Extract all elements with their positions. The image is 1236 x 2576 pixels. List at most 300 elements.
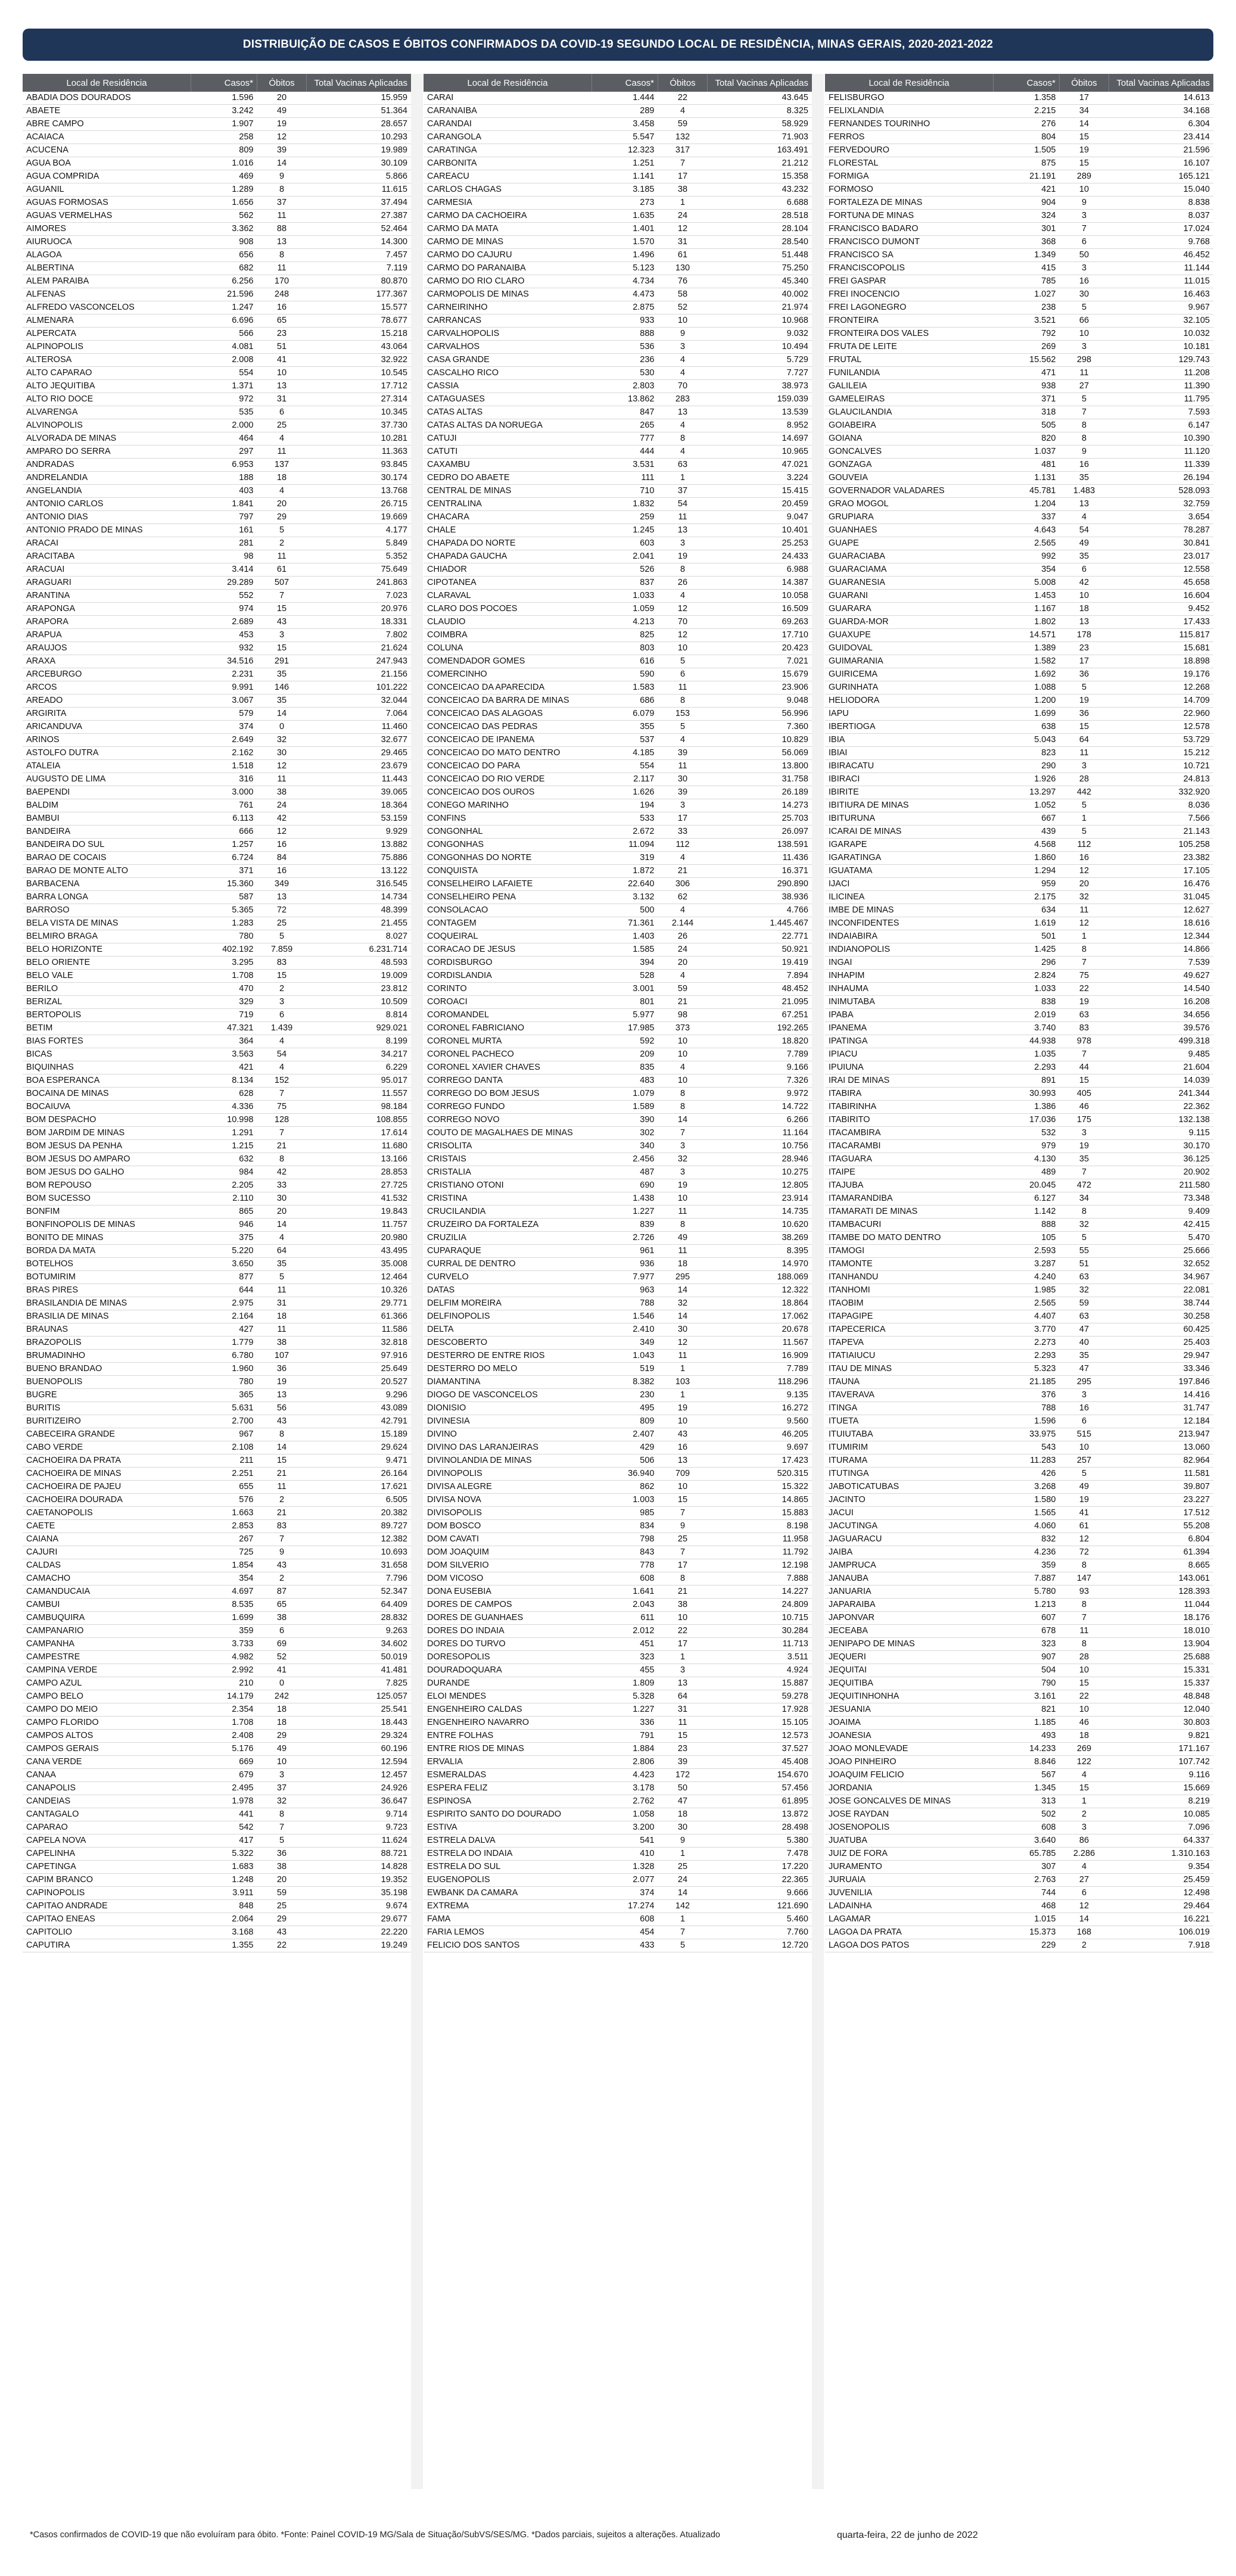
cell-casos: 2.041 (592, 550, 658, 563)
cell-obitos: 4 (1060, 511, 1109, 524)
cell-local: BANDEIRA (23, 826, 191, 839)
cell-casos: 1.167 (994, 603, 1060, 616)
cell-local: CRISTINA (424, 1192, 592, 1206)
cell-casos: 336 (592, 1717, 658, 1730)
cell-obitos: 146 (257, 681, 307, 694)
cell-local: ACUCENA (23, 144, 191, 157)
cell-vacinas: 52.464 (307, 223, 412, 236)
cell-casos: 267 (191, 1533, 257, 1546)
cell-local: BOM JESUS DO GALHO (23, 1166, 191, 1179)
cell-vacinas: 19.009 (307, 970, 412, 983)
cell-vacinas: 9.116 (1109, 1769, 1214, 1782)
cell-vacinas: 42.415 (1109, 1219, 1214, 1232)
cell-casos: 1.596 (191, 92, 257, 105)
header-obitos: Óbitos (658, 74, 708, 92)
table-row (23, 668, 411, 681)
cell-local: EXTREMA (424, 1900, 592, 1913)
cell-casos: 1.355 (191, 1939, 257, 1952)
table-row (23, 1756, 411, 1769)
cell-local: ITUMIRIM (825, 1441, 994, 1454)
cell-casos: 355 (592, 721, 658, 734)
cell-local: BAEPENDI (23, 786, 191, 799)
table-row (825, 1468, 1213, 1481)
cell-local: CONCEICAO DO MATO DENTRO (424, 747, 592, 760)
cell-local: CACHOEIRA DE MINAS (23, 1468, 191, 1481)
cell-casos: 14.179 (191, 1690, 257, 1703)
cell-vacinas: 17.423 (708, 1454, 812, 1468)
table-row (424, 812, 812, 826)
cell-vacinas: 41.532 (307, 1192, 412, 1206)
cell-obitos: 3 (257, 1769, 307, 1782)
table-row (23, 1743, 411, 1756)
cell-vacinas: 38.744 (1109, 1297, 1214, 1310)
cell-local: ESTIVA (424, 1821, 592, 1834)
cell-local: AGUAS FORMOSAS (23, 197, 191, 210)
table-row (424, 1035, 812, 1048)
table-row (825, 1848, 1213, 1861)
cell-casos: 1.496 (592, 249, 658, 262)
cell-local: ARACAI (23, 537, 191, 550)
cell-obitos: 41 (257, 1664, 307, 1677)
cell-vacinas: 42.791 (307, 1415, 412, 1428)
cell-casos: 847 (592, 406, 658, 419)
cell-local: COLUNA (424, 642, 592, 655)
cell-local: BELO VALE (23, 970, 191, 983)
table-row (424, 1258, 812, 1271)
table-row (825, 1454, 1213, 1468)
cell-vacinas: 16.463 (1109, 288, 1214, 301)
cell-obitos: 32 (1060, 1219, 1109, 1232)
cell-obitos: 28 (1060, 773, 1109, 786)
cell-obitos: 32 (1060, 891, 1109, 904)
cell-casos: 576 (191, 1494, 257, 1507)
cell-vacinas: 7.789 (708, 1048, 812, 1061)
cell-local: CHACARA (424, 511, 592, 524)
cell-casos: 3.287 (994, 1258, 1060, 1271)
cell-vacinas: 35.008 (307, 1258, 412, 1271)
cell-vacinas: 69.263 (708, 616, 812, 629)
cell-obitos: 13 (658, 406, 708, 419)
cell-local: BOA ESPERANCA (23, 1074, 191, 1088)
cell-casos: 500 (592, 904, 658, 917)
cell-casos: 2.012 (592, 1625, 658, 1638)
cell-casos: 979 (994, 1140, 1060, 1153)
cell-vacinas: 30.109 (307, 157, 412, 170)
table-row (23, 1638, 411, 1651)
cell-local: ALBERTINA (23, 262, 191, 275)
cell-obitos: 7 (658, 1127, 708, 1140)
cell-vacinas: 10.715 (708, 1612, 812, 1625)
cell-obitos: 283 (658, 393, 708, 406)
cell-obitos: 5 (1060, 393, 1109, 406)
cell-vacinas: 17.614 (307, 1127, 412, 1140)
cell-vacinas: 7.802 (307, 629, 412, 642)
cell-obitos: 178 (1060, 629, 1109, 642)
table-row (23, 943, 411, 957)
table-row (825, 1703, 1213, 1717)
table-row (23, 498, 411, 511)
cell-casos: 608 (592, 1913, 658, 1926)
cell-obitos: 175 (1060, 1114, 1109, 1127)
cell-vacinas: 26.164 (307, 1468, 412, 1481)
cell-local: DIVINESIA (424, 1415, 592, 1428)
cell-obitos: 13 (257, 236, 307, 249)
cell-casos: 1.926 (994, 773, 1060, 786)
table-row (825, 1834, 1213, 1848)
cell-vacinas: 9.485 (1109, 1048, 1214, 1061)
cell-local: ATALEIA (23, 760, 191, 773)
cell-local: CONQUISTA (424, 865, 592, 878)
cell-local: BOM JESUS DA PENHA (23, 1140, 191, 1153)
cell-casos: 2.565 (994, 537, 1060, 550)
cell-vacinas: 15.105 (708, 1717, 812, 1730)
cell-obitos: 14 (658, 1310, 708, 1323)
table-row (825, 1481, 1213, 1494)
table-row (424, 1140, 812, 1153)
cell-obitos: 72 (257, 904, 307, 917)
cell-obitos: 70 (658, 616, 708, 629)
cell-local: FERNANDES TOURINHO (825, 118, 994, 131)
cell-local: BONITO DE MINAS (23, 1232, 191, 1245)
cell-local: CRISTAIS (424, 1153, 592, 1166)
cell-obitos: 17 (1060, 92, 1109, 105)
cell-obitos: 22 (1060, 983, 1109, 996)
cell-local: CARMO DO RIO CLARO (424, 275, 592, 288)
cell-local: ITAUNA (825, 1376, 994, 1389)
cell-local: BUENOPOLIS (23, 1376, 191, 1389)
table-row (23, 1206, 411, 1219)
cell-obitos: 10 (658, 1035, 708, 1048)
cell-local: CORREGO DO BOM JESUS (424, 1088, 592, 1101)
cell-local: CATAS ALTAS DA NORUEGA (424, 419, 592, 432)
cell-casos: 603 (592, 537, 658, 550)
cell-casos: 14.233 (994, 1743, 1060, 1756)
table-row (424, 852, 812, 865)
table-row (23, 249, 411, 262)
cell-casos: 2.593 (994, 1245, 1060, 1258)
cell-local: BELO HORIZONTE (23, 943, 191, 957)
table-row (825, 747, 1213, 760)
table-row (825, 1310, 1213, 1323)
cell-vacinas: 53.729 (1109, 734, 1214, 747)
cell-vacinas: 107.742 (1109, 1756, 1214, 1769)
cell-local: BOCAIUVA (23, 1101, 191, 1114)
header-vacinas: Total Vacinas Aplicadas (1109, 74, 1214, 92)
cell-casos: 785 (994, 275, 1060, 288)
cell-casos: 788 (592, 1297, 658, 1310)
cell-local: CORDISBURGO (424, 957, 592, 970)
cell-obitos: 11 (658, 1206, 708, 1219)
cell-vacinas: 50.019 (307, 1651, 412, 1664)
cell-obitos: 21 (658, 1586, 708, 1599)
cell-vacinas: 29.677 (307, 1913, 412, 1926)
cell-vacinas: 197.846 (1109, 1376, 1214, 1389)
cell-local: JOSE GONCALVES DE MINAS (825, 1795, 994, 1808)
cell-casos: 4.982 (191, 1651, 257, 1664)
cell-obitos: 4 (257, 1232, 307, 1245)
cell-obitos: 8 (658, 1219, 708, 1232)
cell-obitos: 20 (257, 1874, 307, 1887)
cell-casos: 2.293 (994, 1350, 1060, 1363)
table-row (424, 472, 812, 485)
table-row (424, 1402, 812, 1415)
cell-casos: 6.696 (191, 314, 257, 328)
table-row (424, 1153, 812, 1166)
table-row (825, 629, 1213, 642)
cell-vacinas: 17.512 (1109, 1507, 1214, 1520)
cell-vacinas: 108.855 (307, 1114, 412, 1127)
cell-obitos: 16 (257, 865, 307, 878)
cell-obitos: 5 (257, 524, 307, 537)
cell-vacinas: 28.946 (708, 1153, 812, 1166)
table-row (23, 1088, 411, 1101)
cell-local: ARANTINA (23, 590, 191, 603)
cell-obitos: 22 (658, 92, 708, 105)
cell-obitos: 15 (1060, 1074, 1109, 1088)
cell-local: CARMO DE MINAS (424, 236, 592, 249)
cell-obitos: 26 (658, 930, 708, 943)
cell-obitos: 7 (1060, 406, 1109, 419)
cell-vacinas: 17.928 (708, 1703, 812, 1717)
cell-obitos: 11 (658, 1717, 708, 1730)
cell-vacinas: 7.326 (708, 1074, 812, 1088)
table-row (23, 1769, 411, 1782)
table-row (424, 1337, 812, 1350)
cell-casos: 469 (191, 170, 257, 183)
table-row (424, 1808, 812, 1821)
cell-vacinas: 241.863 (307, 577, 412, 590)
cell-casos: 2.853 (191, 1520, 257, 1533)
cell-vacinas: 31.045 (1109, 891, 1214, 904)
cell-vacinas: 75.250 (708, 262, 812, 275)
cell-vacinas: 165.121 (1109, 170, 1214, 183)
cell-local: DORES DE CAMPOS (424, 1599, 592, 1612)
table-row (23, 826, 411, 839)
cell-local: JECEABA (825, 1625, 994, 1638)
cell-vacinas: 143.061 (1109, 1572, 1214, 1586)
cell-obitos: 59 (257, 1887, 307, 1900)
cell-casos: 669 (191, 1756, 257, 1769)
cell-casos: 359 (994, 1559, 1060, 1572)
cell-obitos: 269 (1060, 1743, 1109, 1756)
table-row (424, 642, 812, 655)
cell-local: ALTEROSA (23, 354, 191, 367)
cell-vacinas: 25.688 (1109, 1651, 1214, 1664)
cell-obitos: 128 (257, 1114, 307, 1127)
cell-obitos: 18 (658, 1258, 708, 1271)
cell-casos: 14.571 (994, 629, 1060, 642)
cell-obitos: 41 (1060, 1507, 1109, 1520)
cell-local: CAMACHO (23, 1572, 191, 1586)
cell-casos: 34.516 (191, 655, 257, 668)
cell-local: DOM VICOSO (424, 1572, 592, 1586)
cell-obitos: 39 (658, 786, 708, 799)
table-row (825, 1376, 1213, 1389)
cell-obitos: 4 (257, 1035, 307, 1048)
table-row (23, 1219, 411, 1232)
cell-vacinas: 18.364 (307, 799, 412, 812)
cell-casos: 843 (592, 1546, 658, 1559)
table-row (424, 1219, 812, 1232)
cell-vacinas: 27.725 (307, 1179, 412, 1192)
cell-vacinas: 48.848 (1109, 1690, 1214, 1703)
cell-obitos: 257 (1060, 1454, 1109, 1468)
cell-vacinas: 18.898 (1109, 655, 1214, 668)
cell-casos: 963 (592, 1284, 658, 1297)
cell-local: BERTOPOLIS (23, 1009, 191, 1022)
cell-casos: 1.033 (994, 983, 1060, 996)
cell-vacinas: 7.894 (708, 970, 812, 983)
cell-local: CLAUDIO (424, 616, 592, 629)
cell-obitos: 8 (1060, 419, 1109, 432)
cell-vacinas: 10.293 (307, 131, 412, 144)
cell-casos: 402.192 (191, 943, 257, 957)
cell-vacinas: 32.818 (307, 1337, 412, 1350)
table-row (424, 485, 812, 498)
table-row (825, 799, 1213, 812)
cell-obitos: 63 (1060, 1310, 1109, 1323)
cell-casos: 835 (592, 1061, 658, 1074)
table-row (424, 1690, 812, 1703)
cell-obitos: 50 (1060, 249, 1109, 262)
cell-obitos: 39 (257, 144, 307, 157)
cell-casos: 908 (191, 236, 257, 249)
cell-local: CARBONITA (424, 157, 592, 170)
cell-vacinas: 10.390 (1109, 432, 1214, 446)
cell-local: IPATINGA (825, 1035, 994, 1048)
cell-obitos: 15 (257, 1454, 307, 1468)
cell-obitos: 35 (257, 694, 307, 708)
cell-casos: 791 (592, 1730, 658, 1743)
table-row (424, 1848, 812, 1861)
cell-obitos: 43 (658, 1428, 708, 1441)
cell-local: BELO ORIENTE (23, 957, 191, 970)
table-row (825, 131, 1213, 144)
cell-obitos: 76 (658, 275, 708, 288)
cell-casos: 3.295 (191, 957, 257, 970)
table-row (23, 1389, 411, 1402)
cell-local: JUIZ DE FORA (825, 1848, 994, 1861)
cell-obitos: 18 (257, 472, 307, 485)
cell-obitos: 13 (658, 524, 708, 537)
cell-local: BIQUINHAS (23, 1061, 191, 1074)
cell-local: ANTONIO PRADO DE MINAS (23, 524, 191, 537)
cell-casos: 744 (994, 1887, 1060, 1900)
cell-local: ANTONIO CARLOS (23, 498, 191, 511)
table-row (424, 996, 812, 1009)
cell-obitos: 14 (658, 1887, 708, 1900)
table-row (825, 1009, 1213, 1022)
cell-obitos: 5 (257, 1271, 307, 1284)
cell-obitos: 11 (257, 1481, 307, 1494)
cell-casos: 376 (994, 1389, 1060, 1402)
cell-vacinas: 29.947 (1109, 1350, 1214, 1363)
cell-vacinas: 8.952 (708, 419, 812, 432)
cell-obitos: 49 (1060, 1481, 1109, 1494)
table-row (825, 380, 1213, 393)
cell-casos: 454 (592, 1926, 658, 1939)
cell-local: BOM JARDIM DE MINAS (23, 1127, 191, 1140)
cell-casos: 6.079 (592, 708, 658, 721)
cell-vacinas: 10.721 (1109, 760, 1214, 773)
cell-obitos: 12 (257, 760, 307, 773)
cell-local: CLARAVAL (424, 590, 592, 603)
cell-casos: 780 (191, 930, 257, 943)
table-row (23, 603, 411, 616)
cell-obitos: 19 (658, 1179, 708, 1192)
cell-obitos: 137 (257, 459, 307, 472)
table-row (424, 314, 812, 328)
cell-obitos: 40 (1060, 1337, 1109, 1350)
cell-obitos: 15 (257, 970, 307, 983)
cell-vacinas: 13.539 (708, 406, 812, 419)
cell-casos: 608 (994, 1821, 1060, 1834)
cell-casos: 7.887 (994, 1572, 1060, 1586)
cell-obitos: 75 (1060, 970, 1109, 983)
cell-obitos: 13 (1060, 498, 1109, 511)
cell-obitos: 17 (658, 812, 708, 826)
cell-casos: 526 (592, 563, 658, 577)
cell-casos: 403 (191, 485, 257, 498)
table-row (825, 891, 1213, 904)
cell-local: CONCEICAO DE IPANEMA (424, 734, 592, 747)
table-row (23, 1363, 411, 1376)
cell-obitos: 24 (658, 943, 708, 957)
cell-vacinas: 11.581 (1109, 1468, 1214, 1481)
cell-local: CASA GRANDE (424, 354, 592, 367)
table-row (825, 590, 1213, 603)
cell-vacinas: 20.980 (307, 1232, 412, 1245)
cell-obitos: 34 (1060, 1192, 1109, 1206)
cell-casos: 5.365 (191, 904, 257, 917)
cell-vacinas: 8.199 (307, 1035, 412, 1048)
cell-casos: 5.977 (592, 1009, 658, 1022)
cell-vacinas: 45.658 (1109, 577, 1214, 590)
cell-local: FREI LAGONEGRO (825, 301, 994, 314)
cell-local: IPABA (825, 1009, 994, 1022)
cell-vacinas: 8.198 (708, 1520, 812, 1533)
table-row (424, 1179, 812, 1192)
cell-casos: 1.389 (994, 642, 1060, 655)
cell-casos: 4.473 (592, 288, 658, 301)
cell-vacinas: 177.367 (307, 288, 412, 301)
table-row (424, 826, 812, 839)
table-row (424, 734, 812, 747)
table-row (424, 1559, 812, 1572)
cell-obitos: 15 (658, 1730, 708, 1743)
table-row (424, 1415, 812, 1428)
cell-casos: 1.692 (994, 668, 1060, 681)
cell-local: ITAMONTE (825, 1258, 994, 1271)
cell-local: CAMPOS ALTOS (23, 1730, 191, 1743)
cell-casos: 3.770 (994, 1323, 1060, 1337)
cell-casos: 1.088 (994, 681, 1060, 694)
cell-casos: 2.803 (592, 380, 658, 393)
cell-obitos: 55 (1060, 1245, 1109, 1258)
cell-obitos: 515 (1060, 1428, 1109, 1441)
cell-casos: 839 (592, 1219, 658, 1232)
cell-obitos: 12 (658, 223, 708, 236)
cell-vacinas: 60.196 (307, 1743, 412, 1756)
cell-vacinas: 59.278 (708, 1690, 812, 1703)
cell-vacinas: 7.825 (307, 1677, 412, 1690)
cell-casos: 1.585 (592, 943, 658, 957)
cell-obitos: 6 (658, 668, 708, 681)
cell-casos: 530 (592, 367, 658, 380)
table-row (23, 642, 411, 655)
cell-vacinas: 21.143 (1109, 826, 1214, 839)
table-row (23, 852, 411, 865)
